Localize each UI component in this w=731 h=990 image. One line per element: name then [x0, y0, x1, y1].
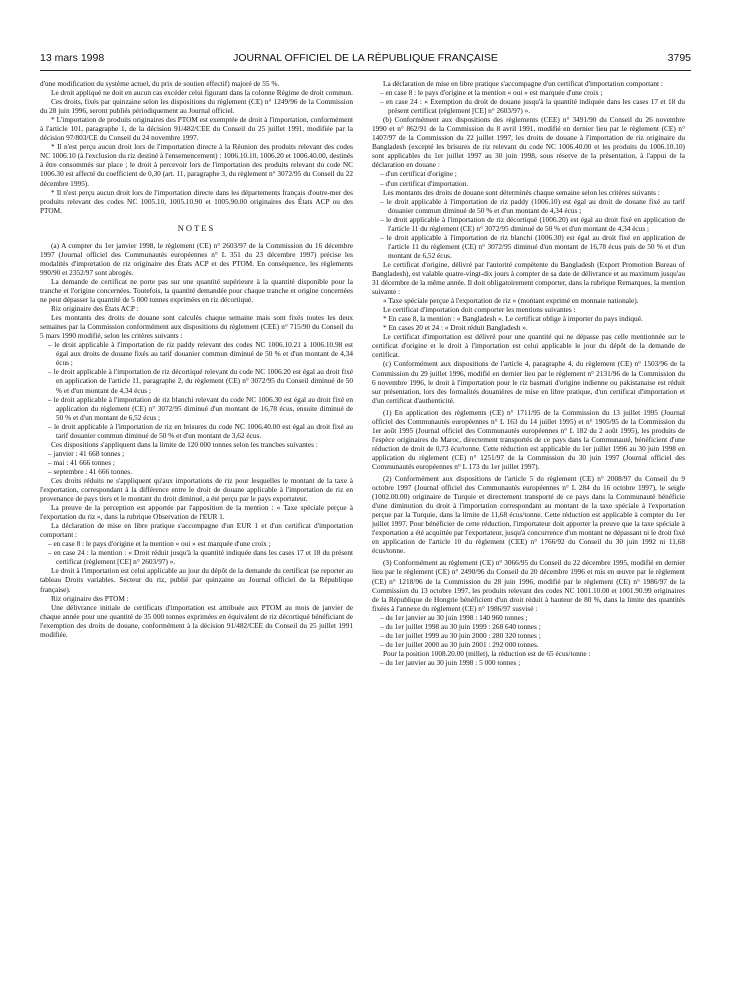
- paragraph: * En cases 20 et 24 : « Droit réduit Bangladesh ».: [383, 323, 528, 333]
- paragraph: * Il n'est perçu aucun droit lors de l'importation directe dans les départements français d'outre-mer des produits relevant des codes NC 1005.10, 1005.10.90 et 1005.90.00 originaires des États ACP ou des PTOM.: [40, 187, 353, 215]
- paragraph: (a) A compter du 1er janvier 1998, le règlement (CE) n° 2603/97 de la Commission du 16 décembre 1997 (Journal officiel des Communautés européennes n° L 351 du 23 décembre 1997) précise les modalités d'importation de riz originaire des États ACP et des PTOM. En conséquence, les règlements 990/90 et 2352/97 sont abrogés.: [40, 240, 353, 277]
- paragraph: d'une modification du système actuel, du prix de soutien effectif) majoré de 55 %.: [40, 79, 280, 88]
- notes-heading: NOTES: [177, 222, 216, 233]
- paragraph: Le certificat d'origine, délivré par l'autorité compétente du Bangladesh (Export Promotion Bureau of Bangladesh), est valable quatre-vingt-dix jours à compter de sa date de délivrance et au maximum jusqu'au 31 décembre de la même année. Il doit obligatoirement comporter, dans la rubrique Remarques, la mention suivante :: [372, 259, 685, 297]
- paragraph: La demande de certificat ne porte pas sur une quantité supérieure à la quantité disponible pour la tranche et l'origine concernées. Toutefois, la quantité demandée pour chaque tranche et origine concernées ne peut dépasser la quantité de 5 000 tonnes exprimées en riz décortiqué.: [40, 276, 353, 305]
- paragraph: Pour la position 1008.20.00 (millet), la réduction est de 65 écus/tonne :: [383, 648, 591, 658]
- list-item: – le droit applicable à l'importation de riz décortiqué (1006.20) est égal au droit fixé en application de l'article 11 du règlement (CE) n° 3072/95 diminué de 50 % et d'un montant de 4,34 écus ;: [380, 214, 685, 233]
- list-item: – le droit applicable à l'importation de riz blanchi relevant du code NC 1006.30 est égal au droit fixé en application du règlement (CE) n° 3072/95 diminué d'un montant de 16,78 écus, ensuite diminué de 50 % et d'un montant de 6,52 écus ;: [48, 394, 353, 422]
- list-item: – en case 24 : « Exemption du droit de douane jusqu'à la quantité indiquée dans les cases 17 et 18 du présent certificat (règlement [CE] n° 2603/97) ».: [380, 97, 685, 116]
- paragraph: (3) Conformément au règlement (CE) n° 3066/95 du Conseil du 22 décembre 1995, modifié en dernier lieu par le règlement (CE) n° 2490/96 du Conseil du 20 décembre 1996 et mis en œuvre par le règlement (CE) n° 1218/96 de la Commission du 28 juin 1996, modifié par le règlement (CE) n° 1986/97 de la Commission du 13 octobre 1997, les produits relevant des codes NC 1001.10.00 et 1001.90.99 originaires de la République de Hongrie bénéficient d'un droit réduit à hauteur de 80 %, dans la limite des quantités fixées à l'annexe du règlement (CE) n° 1986/97 susvisé :: [372, 558, 685, 613]
- paragraph: Ces dispositions s'appliquent dans la limite de 120 000 tonnes selon les tranches suivantes :: [51, 439, 318, 449]
- journal-title: JOURNAL OFFICIEL DE LA RÉPUBLIQUE FRANÇAISE: [233, 52, 498, 64]
- paragraph: « Taxe spéciale perçue à l'exportation de riz » (montant exprimé en monnaie nationale).: [383, 296, 639, 306]
- paragraph: Le certificat d'importation est délivré pour une quantité qui ne dépasse pas celle mentionnée sur le certificat d'origine et le droit à l'importation est celui applicable le jour du dépôt de la demande de certificat.: [372, 332, 685, 360]
- paragraph: Le droit appliqué ne doit en aucun cas excéder celui figurant dans la colonne Régime de droit commun.: [51, 88, 353, 98]
- list-item: – mai : 41 666 tonnes ;: [48, 457, 115, 467]
- list-item: – en case 24 : la mention : « Droit réduit jusqu'à la quantité indiquée dans les cases 17 et 18 du présent certificat (règlement [CE] n° 2603/97) ».: [48, 548, 353, 567]
- paragraph: Les montants des droits de douane sont déterminés chaque semaine selon les critères suivants :: [383, 187, 660, 197]
- list-item: – du 1er juillet 1999 au 30 juin 2000 : 280 320 tonnes ;: [380, 630, 541, 640]
- list-item: – d'un certificat d'importation.: [380, 178, 469, 188]
- paragraph: Les montants des droits de douane sont calculés chaque semaine mais sont fixés toutes les deux semaines par la Commission conformément aux dispositions du règlement (CEE) n° 715/90 du Conseil du 5 mars 1990 modifié, selon les critères suivants :: [40, 313, 353, 341]
- paragraph: La déclaration de mise en libre pratique s'accompagne d'un EUR 1 et d'un certificat d'importation comportant :: [40, 521, 353, 540]
- paragraph: * Il n'est perçu aucun droit lors de l'importation directe à la Réunion des produits relevant des codes NC 1006.10 (à l'exclusion du riz destiné à l'ensemencement) : 1006.10.10, 1006.20 et 1006.40.00, destinés à être consommés sur place ; le droit à percevoir lors de l'importation des produits relevant du code NC 1006.30 est affecté du coefficient de 0,30 (art. 11, paragraphe 3, du règlement n° 3072/95 du Conseil du 22 décembre 1995).: [40, 142, 353, 188]
- paragraph: Ces droits réduits ne s'appliquent qu'aux importations de riz pour lesquelles le montant de la taxe à l'exportation, correspondant à la différence entre le droit de douane applicable à l'importation de riz en provenance de pays tiers et le montant du droit diminué, a été perçu par le pays exportateur.: [40, 475, 353, 504]
- page-header: [40, 52, 691, 68]
- page-number: 3795: [667, 52, 691, 64]
- paragraph: (2) Conformément aux dispositions de l'article 5 du règlement (CE) n° 2008/97 du Conseil du 9 octobre 1997 (Journal officiel des Communautés européennes n° L 284 du 16 octobre 1997), le seigle (1002.00.00) originaire de Turquie et directement transporté de ce pays dans la Communauté bénéficie d'une diminution du droit à l'importation correspondant au montant de la taxe spéciale à l'exportation perçue par la Turquie, dans la limite de 11,68 écus/tonne. Cette réduction est applicable à compter du 1er juillet 1997. Pour bénéficier de cette réduction, l'importateur doit apporter la preuve que la taxe spéciale à l'exportation a été acquittée par l'exportateur, jusqu'à concurrence d'un montant ne dépassant ni le droit fixé en application de l'article 10 du règlement (CEE) n° 1766/92 du Conseil du 30 juin 1992 ni 11,68 écus/tonne.: [372, 474, 685, 556]
- paragraph: Ces droits, fixés par quinzaine selon les dispositions du règlement (CE) n° 1249/96 de la Commission du 28 juin 1996, seront publiés périodiquement au Journal officiel.: [40, 97, 353, 116]
- list-item: – en case 8 : le pays d'origine et la mention « oui » est marquée d'une croix ;: [380, 88, 603, 98]
- list-item: – d'un certificat d'origine ;: [380, 169, 457, 179]
- list-item: – septembre : 41 666 tonnes.: [48, 466, 132, 476]
- issue-date: 13 mars 1998: [40, 52, 105, 64]
- paragraph: La déclaration de mise en libre pratique s'accompagne d'un certificat d'importation comportant :: [383, 79, 663, 88]
- right-column: [372, 79, 685, 667]
- paragraph: Une délivrance initiale de certificats d'importation est attribuée aux PTOM au mois de janvier de chaque année pour une quantité de 35 000 tonnes exprimées en équivalent de riz décortiqué bénéficiant de l'exemption des droits de douane, conformément à la décision 91/482/CEE du Conseil du 25 juillet 1991 modifiée.: [40, 602, 353, 639]
- paragraph: Riz originaire des États ACP :: [51, 304, 139, 314]
- list-item: – le droit applicable à l'importation de riz en brisures du code NC 1006.40.00 est égal au droit fixé au tarif douanier commun diminué de 50 % et d'un montant de 3,62 écus.: [48, 421, 353, 440]
- list-item: – le droit applicable à l'importation de riz décortiqué relevant du code NC 1006.20 est égal au droit fixé en application de l'article 11, paragraphe 2, du règlement (CE) n° 3072/95 du Conseil diminué de 50 % et d'un montant de 4,34 écus ;: [48, 367, 353, 395]
- paragraph: Le droit à l'importation est celui applicable au jour du dépôt de la demande du certificat (se reporter au tableau Droits variables. Secteur du riz, publié par quinzaine au Journal officiel de la République française).: [40, 566, 353, 594]
- paragraph: La preuve de la perception est apportée par l'apposition de la mention : « Taxe spéciale perçue à l'exportation du riz », dans la rubrique Observation de l'EUR 1.: [40, 503, 353, 522]
- list-item: – le droit applicable à l'importation de riz paddy (1006.10) est égal au droit de douane fixé au tarif douanier commun diminué de 50 % et d'un montant de 4,34 écus ;: [380, 196, 685, 215]
- list-item: – janvier : 41 668 tonnes ;: [48, 448, 125, 458]
- left-column: [40, 79, 353, 639]
- paragraph: (1) En application des règlements (CE) n° 1711/95 de la Commission du 13 juillet 1995 (Journal officiel des Communautés européennes n° L 163 du 14 juillet 1995) et n° 1905/95 de la Commission du 1er août 1995 (Journal officiel des Communautés européennes n° L 182 du 2 août 1995), les produits de l'espèce originaires du Maroc, directement transportés de ce pays dans la Communauté, bénéficient d'une réduction de droit de 0,73 écu/tonne. Cette réduction est applicable du 1er juillet 1996 au 30 juin 1998 en application du règlement (CE) n° 1251/97 de la Commission du 30 juin 1997 (Journal officiel des Communautés européennes n° L 173 du 1er juillet 1997).: [372, 407, 685, 471]
- header-rule: [40, 70, 691, 71]
- paragraph: (b) Conformément aux dispositions des règlements (CEE) n° 3491/90 du Conseil du 26 novembre 1990 et n° 862/91 de la Commission du 8 avril 1991, modifié en dernier lieu par le règlement (CE) n° 1407/97 de la Commission du 22 juillet 1997, les droits de douane à l'importation de riz originaire du Bangladesh (excepté les brisures de riz relevant du code NC 1006.40.00 et les produits du 1006.10.10) sont applicables du 1er juillet 1997 au 30 juin 1998, sous réserve de la présentation, à l'appui de la déclaration en douane :: [372, 115, 685, 170]
- paragraph: * En case 8, la mention : « Bangladesh ». Le certificat oblige à importer du pays indiqué.: [383, 314, 643, 324]
- list-item: – en case 8 : le pays d'origine et la mention « oui » est marquée d'une croix ;: [48, 539, 271, 549]
- list-item: – du 1er janvier au 30 juin 1998 : 5 000 tonnes ;: [380, 657, 521, 667]
- paragraph: Le certificat d'importation doit comporter les mentions suivantes :: [383, 305, 576, 315]
- list-item: – le droit applicable à l'importation de riz paddy relevant des codes NC 1006.10.21 à 1006.10.98 est égal aux droits de douane fixés au tarif douanier commun diminué de 50 % et d'un montant de 4,34 écus ;: [48, 340, 353, 368]
- list-item: – du 1er janvier au 30 juin 1998 : 140 960 tonnes ;: [380, 612, 528, 622]
- list-item: – le droit applicable à l'importation de riz blanchi (1006.30) est égal au droit fixé en application de l'article 11 du règlement (CE) n° 3072/95 diminué d'un montant de 16,78 écus puis de 50 % et d'un montant de 6,52 écus.: [380, 232, 685, 260]
- paragraph: (c) Conformément aux dispositions de l'article 4, paragraphe 4, du règlement (CE) n° 1503/96 de la Commission du 29 juillet 1996, modifié en dernier lieu par le règlement n° 2131/96 de la Commission du 6 novembre 1996, le droit à l'importation pour le riz basmati d'origine indienne ou pakistanaise est réduit sur présentation, lors des formalités douanières de mise en libre pratique, d'un certificat d'importation et d'un certificat d'authenticité.: [372, 359, 685, 405]
- paragraph: * L'importation de produits originaires des PTOM est exemptée de droit à l'importation, conformément à l'article 101, paragraphe 1, de la décision 91/482/CEE du Conseil du 25 juillet 1991, modifiée par la décision 97/803/CE du Conseil du 24 novembre 1997.: [40, 115, 353, 143]
- list-item: – du 1er juillet 2000 au 30 juin 2001 : 292 000 tonnes.: [380, 639, 539, 649]
- list-item: – du 1er juillet 1998 au 30 juin 1999 : 268 640 tonnes ;: [380, 621, 541, 631]
- paragraph: Riz originaire des PTOM :: [51, 593, 129, 603]
